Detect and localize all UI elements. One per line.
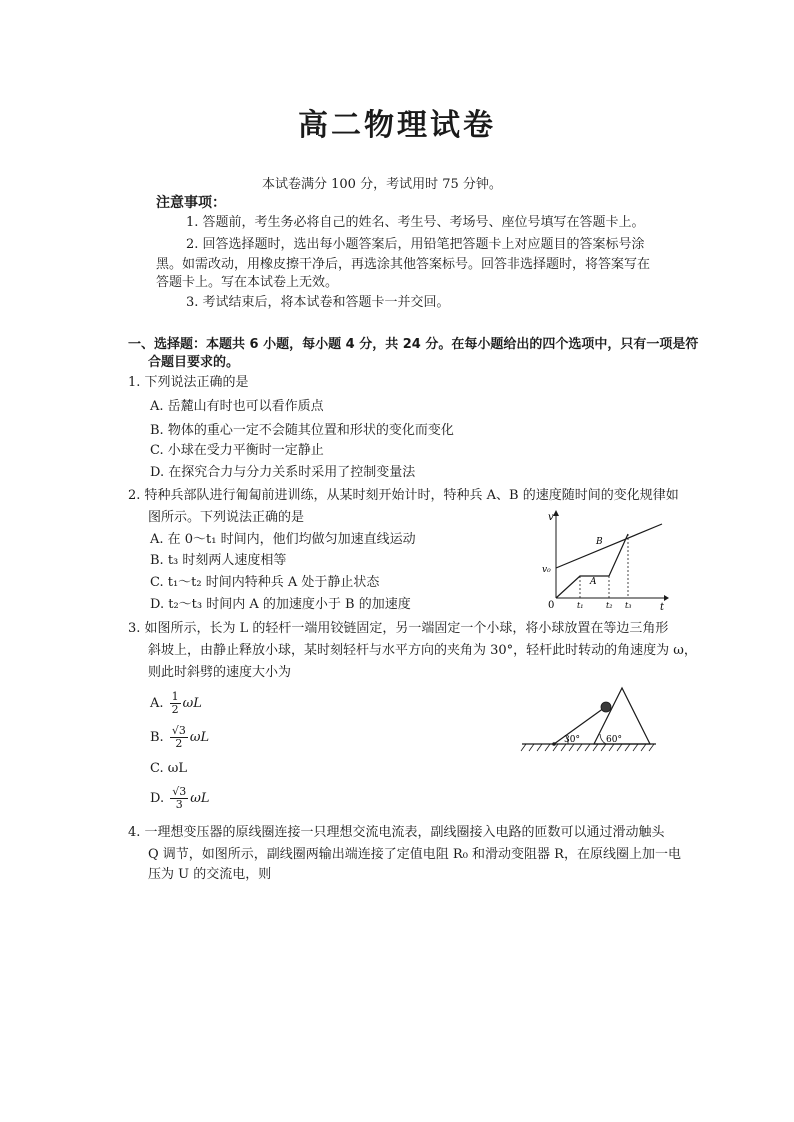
question-2-option-a: A. 在 0～t₁ 时间内，他们均做匀加速直线运动 [150,532,416,547]
t1-label: t₁ [577,601,584,610]
notice-item: 1. 答题前，考生务必将自己的姓名、考生号、考场号、座位号填写在答题卡上。 [186,215,645,230]
v-axis-label: v [548,512,554,523]
option-expression: ωL [182,696,202,711]
t-axis-arrow [664,595,669,601]
question-1-option-c: C. 小球在受力平衡时一定静止 [150,443,324,458]
t2-label: t₂ [606,601,613,610]
fraction-denominator: 2 [171,703,179,716]
t-axis-label: t [660,602,665,613]
intro-text: 本试卷满分 100 分，考试用时 75 分钟。 [262,177,502,192]
fraction-denominator: 2 [175,737,183,750]
v-axis-arrow [553,510,559,516]
ground-hatching [521,744,654,751]
question-2-option-b: B. t₃ 时刻两人速度相等 [150,553,287,568]
option-letter: D. [150,791,165,806]
fraction [170,725,188,750]
option-letter: B. [150,730,164,745]
origin-label: 0 [548,600,555,611]
hinge [552,742,556,746]
question-1-option-d: D. 在探究合力与分力关系时采用了控制变量法 [150,465,416,480]
question-3-stem: 3. 如图所示，长为 L 的轻杆一端用铰链固定，另一端固定一个小球，将小球放置在等边三角形 [128,621,669,636]
option-expression: ωL [190,791,210,806]
velocity-time-graph [540,508,670,614]
fraction-numerator: 1 [171,690,179,703]
notice-item: 答题卡上。写在本试卷上无效。 [156,275,339,290]
fraction [170,786,188,811]
question-3-stem: 斜坡上，由静止释放小球，某时刻轻杆与水平方向的夹角为 30°，轻杆此时转动的角速度为 ω， [148,643,697,658]
option-letter: A. [150,696,164,711]
line-a [556,534,628,598]
section-heading: 合题目要求的。 [148,355,240,370]
small-ball [601,702,611,712]
v0-label: v₀ [542,565,551,575]
option-expression: ωL [189,730,210,745]
section-heading: 一、选择题：本题共 6 小题，每小题 4 分，共 24 分。在每小题给出的四个选项中，只有一项是符 [128,337,699,352]
equilateral-wedge [594,688,650,744]
question-3-option-c: C. ωL [150,761,187,776]
fraction [170,691,181,716]
question-4-stem: 4. 一理想变压器的原线圈连接一只理想交流电流表，副线圈接入电路的匝数可以通过滑动触头 [128,825,665,840]
question-2-option-d: D. t₂～t₃ 时间内 A 的加速度小于 B 的加速度 [150,597,411,612]
wedge-diagram [518,684,662,756]
question-3-option-a [150,691,202,717]
question-1-stem: 1. 下列说法正确的是 [128,375,249,390]
question-3-option-b [150,725,209,751]
question-4-stem: 压为 U 的交流电，则 [148,867,272,882]
page-title: 高二物理试卷 [298,108,496,143]
question-3-stem: 则此时斜劈的速度大小为 [148,665,292,680]
angle-label-30: 30° [564,735,580,745]
notice-item: 2. 回答选择题时，选出每小题答案后，用铅笔把答题卡上对应题目的答案标号涂 [186,237,645,252]
fraction-denominator: 3 [175,798,183,811]
question-1-option-b: B. 物体的重心一定不会随其位置和形状的变化而变化 [150,423,454,438]
question-2-option-c: C. t₁～t₂ 时间内特种兵 A 处于静止状态 [150,575,380,590]
question-1-option-a: A. 岳麓山有时也可以看作质点 [150,399,324,414]
question-2-stem: 2. 特种兵部队进行匍匐前进训练，从某时刻开始计时，特种兵 A、B 的速度随时间的变化规律如 [128,488,679,503]
notice-item: 3. 考试结束后，将本试卷和答题卡一并交回。 [186,295,450,310]
label-a: A [590,577,597,587]
question-4-stem: Q 调节，如图所示，副线圈两输出端连接了定值电阻 R₀ 和滑动变阻器 R，在原线圈上加一电 [148,847,681,862]
fraction-numerator: √3 [171,724,186,737]
notice-heading: 注意事项： [156,195,226,211]
angle-label-60: 60° [606,735,622,745]
fraction-numerator: √3 [172,785,187,798]
notice-item: 黑。如需改动，用橡皮擦干净后，再选涂其他答案标号。回答非选择题时，将答案写在 [156,257,651,272]
line-b [556,524,662,568]
label-b: B [596,537,603,547]
question-3-option-d [150,786,209,812]
t3-label: t₃ [625,601,632,610]
question-2-stem: 图所示。下列说法正确的是 [148,510,305,525]
